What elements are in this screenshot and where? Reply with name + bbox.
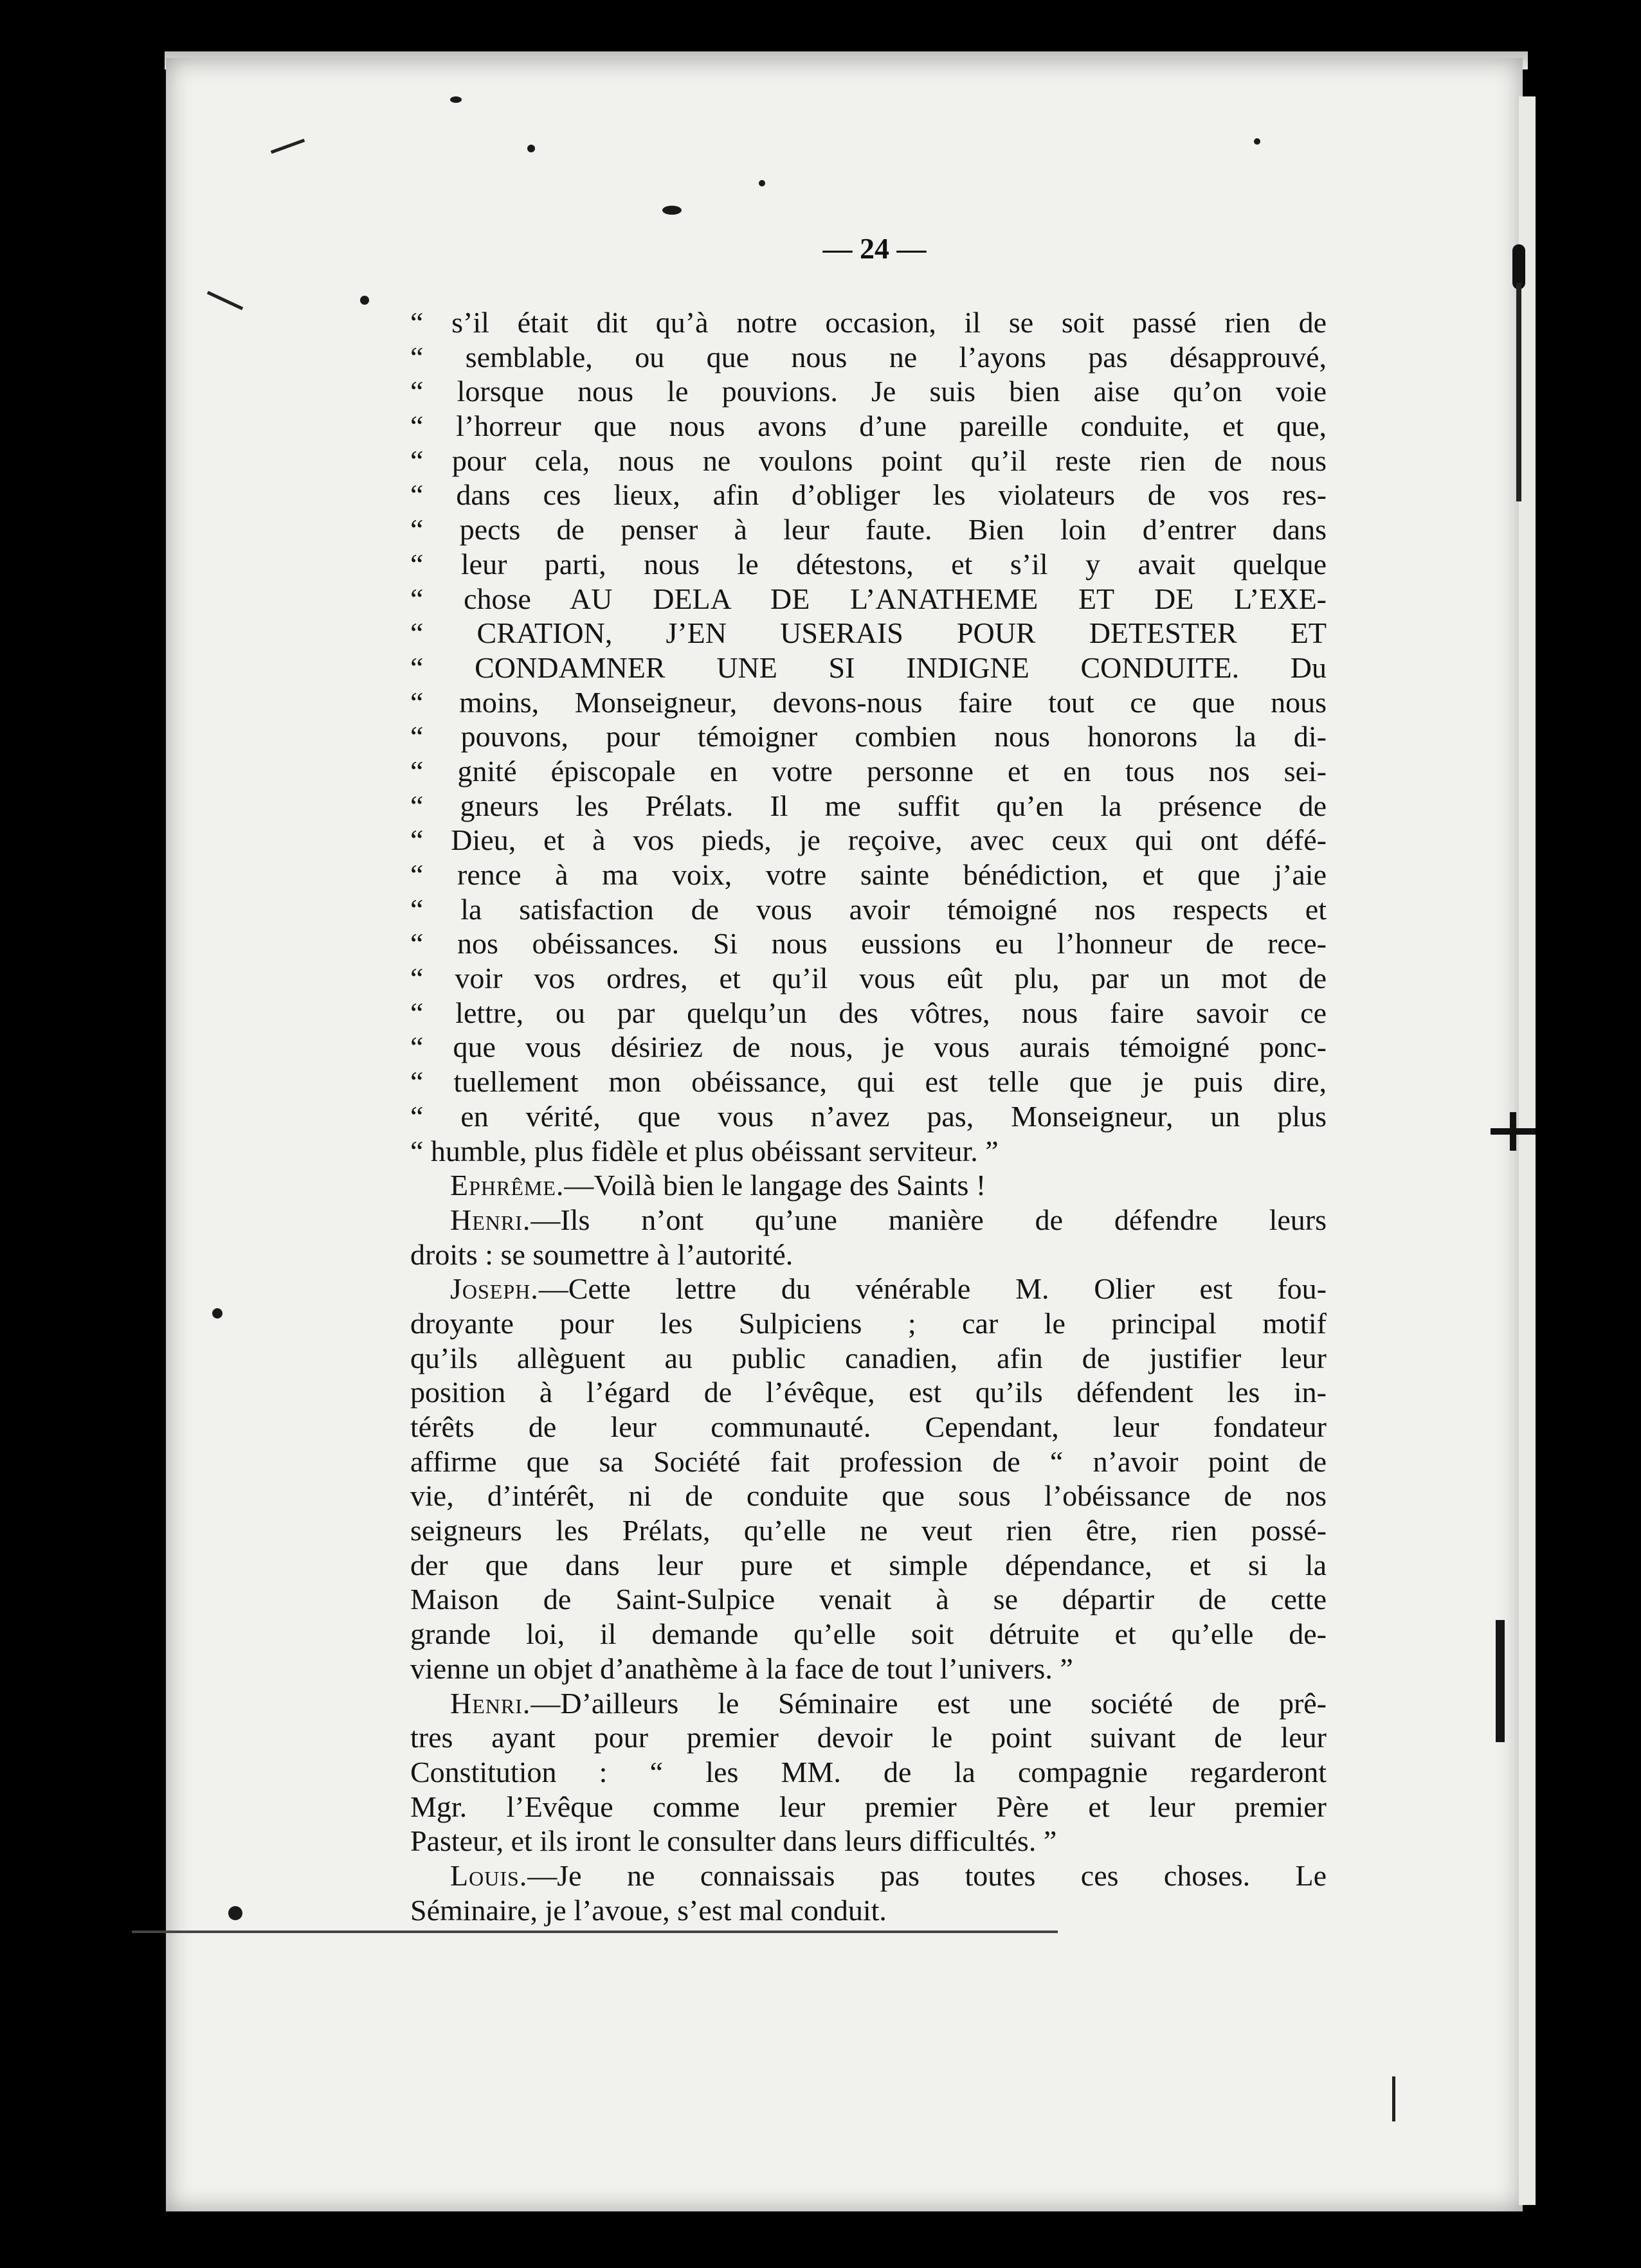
scan-scratch [1392,2076,1395,2121]
letter-line: “ que vous désiriez de nous, je vous aurais témoigné ponc- [410,1030,1327,1064]
letter-line: “ pects de penser à leur faute. Bien loin d’entrer dans [410,513,1327,546]
letter-line: “ pouvons, pour témoigner combien nous honorons la di- [410,720,1327,753]
letter-line: “ lettre, ou par quelqu’un des vôtres, nous faire savoir ce [410,996,1327,1029]
letter-line: “ CONDAMNER UNE SI INDIGNE CONDUITE. Du [410,651,1327,684]
dialogue-line: vie, d’intérêt, ni de conduite que sous l’obéissance de nos [410,1479,1327,1513]
scan-speck [450,96,462,103]
dialogue-line: droyante pour les Sulpiciens ; car le principal motif [410,1306,1327,1340]
scan-speck [527,145,535,152]
letter-line: “ gneurs les Prélats. Il me suffit qu’en la présence de [410,789,1327,822]
scan-speck [1254,138,1260,145]
dialogue-line [410,1859,1327,1893]
scan-speck [759,180,765,186]
dialogue [410,1168,1327,1927]
speech-text: —Voilà bien le langage des Saints ! [564,1169,986,1202]
letter-line: “ leur parti, nous le détestons, et s’il y avait quelque [410,547,1327,580]
dialogue-line [410,1686,1327,1721]
letter-line: “ l’horreur que nous avons d’une pareille conduite, et que, [410,410,1327,443]
letter-line: “ semblable, ou que nous ne l’ayons pas désapprouvé, [410,340,1327,374]
letter-line: “ lorsque nous le pouvions. Je suis bien aise qu’on voie [410,375,1327,408]
dialogue-line [410,1203,1327,1238]
dialogue-line: Pasteur, et ils iront le consulter dans leurs difficultés. ” [410,1824,1057,1858]
letter-line: “ dans ces lieux, afin d’obliger les violateurs de vos res- [410,478,1327,512]
dialogue-line: Constitution : “ les MM. de la compagnie regarderont [410,1755,1327,1788]
speech-text: —Cette lettre du vénérable M. Olier est fou- [538,1272,1327,1306]
binding-thread [1516,283,1521,501]
dialogue-line: position à l’égard de l’évêque, est qu’ils défendent les in- [410,1376,1327,1409]
speaker-name: Ephrême. [450,1169,565,1202]
speaker-name: Louis. [450,1859,528,1892]
binding-cross [1510,1112,1516,1151]
scan-speck [212,1308,222,1318]
letter-line: “ la satisfaction de vous avoir témoigné nos respects et [410,892,1327,926]
letter-line: “ tuellement mon obéissance, qui est telle que je puis dire, [410,1065,1327,1099]
speech-text: —Ils n’ont qu’une manière de défendre leurs [530,1203,1327,1236]
letter-line: “ voir vos ordres, et qu’il vous eût plu, par un mot de [410,962,1327,995]
dialogue-line: tres ayant pour premier devoir le point suivant de leur [410,1721,1327,1754]
dialogue-line: qu’ils allèguent au public canadien, afin de justifier leur [410,1341,1327,1374]
page-number: — 24 — [822,232,927,265]
dialogue-line: Mgr. l’Evêque comme leur premier Père et leur premier [410,1790,1327,1823]
letter-line: “ Dieu, et à vos pieds, je reçoive, avec ceux qui ont défé- [410,824,1327,857]
dialogue-line [410,1272,1327,1306]
margin-mark [1496,1620,1505,1742]
bottom-rule [132,1931,1058,1933]
letter-line: “ nos obéissances. Si nous eussions eu l’honneur de rece- [410,927,1327,960]
speaker-name: Henri. [450,1686,531,1720]
letter-line: “ pour cela, nous ne voulons point qu’il reste rien de nous [410,444,1327,477]
letter-line: “ humble, plus fidèle et plus obéissant serviteur. ” [410,1134,999,1167]
dialogue-line [410,1168,1327,1203]
letter-line: “ chose AU DELA DE L’ANATHEME ET DE L’EXE- [410,582,1327,615]
dialogue-line: affirme que sa Société fait profession de “ n’avoir point de [410,1444,1327,1478]
speech-text: —D’ailleurs le Séminaire est une société de prê- [530,1686,1327,1720]
letter-line: “ s’il était dit qu’à notre occasion, il se soit passé rien de [410,306,1327,339]
scan-speck [360,296,369,305]
dialogue-line: vienne un objet d’anathème à la face de tout l’univers. ” [410,1652,1073,1685]
letter-line: “ CRATION, J’EN USERAIS POUR DETESTER ET [410,616,1327,650]
dialogue-line: Maison de Saint-Sulpice venait à se départir de cette [410,1583,1327,1616]
dialogue-line: droits : se soumettre à l’autorité. [410,1238,793,1271]
speaker-name: Joseph. [450,1272,539,1306]
speech-text: —Je ne connaissais pas toutes ces choses. Le [527,1859,1327,1892]
quoted-letter [410,305,1327,1168]
letter-line: “ gnité épiscopale en votre personne et en tous nos sei- [410,754,1327,788]
speaker-name: Henri. [450,1203,531,1236]
scan-speck [662,206,682,215]
letter-line: “ rence à ma voix, votre sainte bénédiction, et que j’aie [410,858,1327,891]
page-text [410,305,1327,1927]
dialogue-line: térêts de leur communauté. Cependant, leur fondateur [410,1410,1327,1443]
letter-line: “ moins, Monseigneur, devons-nous faire tout ce que nous [410,685,1327,719]
scan-speck [228,1906,242,1920]
dialogue-line: Séminaire, je l’avoue, s’est mal conduit. [410,1893,887,1927]
dialogue-line: grande loi, il demande qu’elle soit détruite et qu’elle de- [410,1617,1327,1651]
dialogue-line: der que dans leur pure et simple dépendance, et si la [410,1548,1327,1581]
dialogue-line: seigneurs les Prélats, qu’elle ne veut rien être, rien possé- [410,1514,1327,1547]
letter-line: “ en vérité, que vous n’avez pas, Monseigneur, un plus [410,1099,1327,1133]
